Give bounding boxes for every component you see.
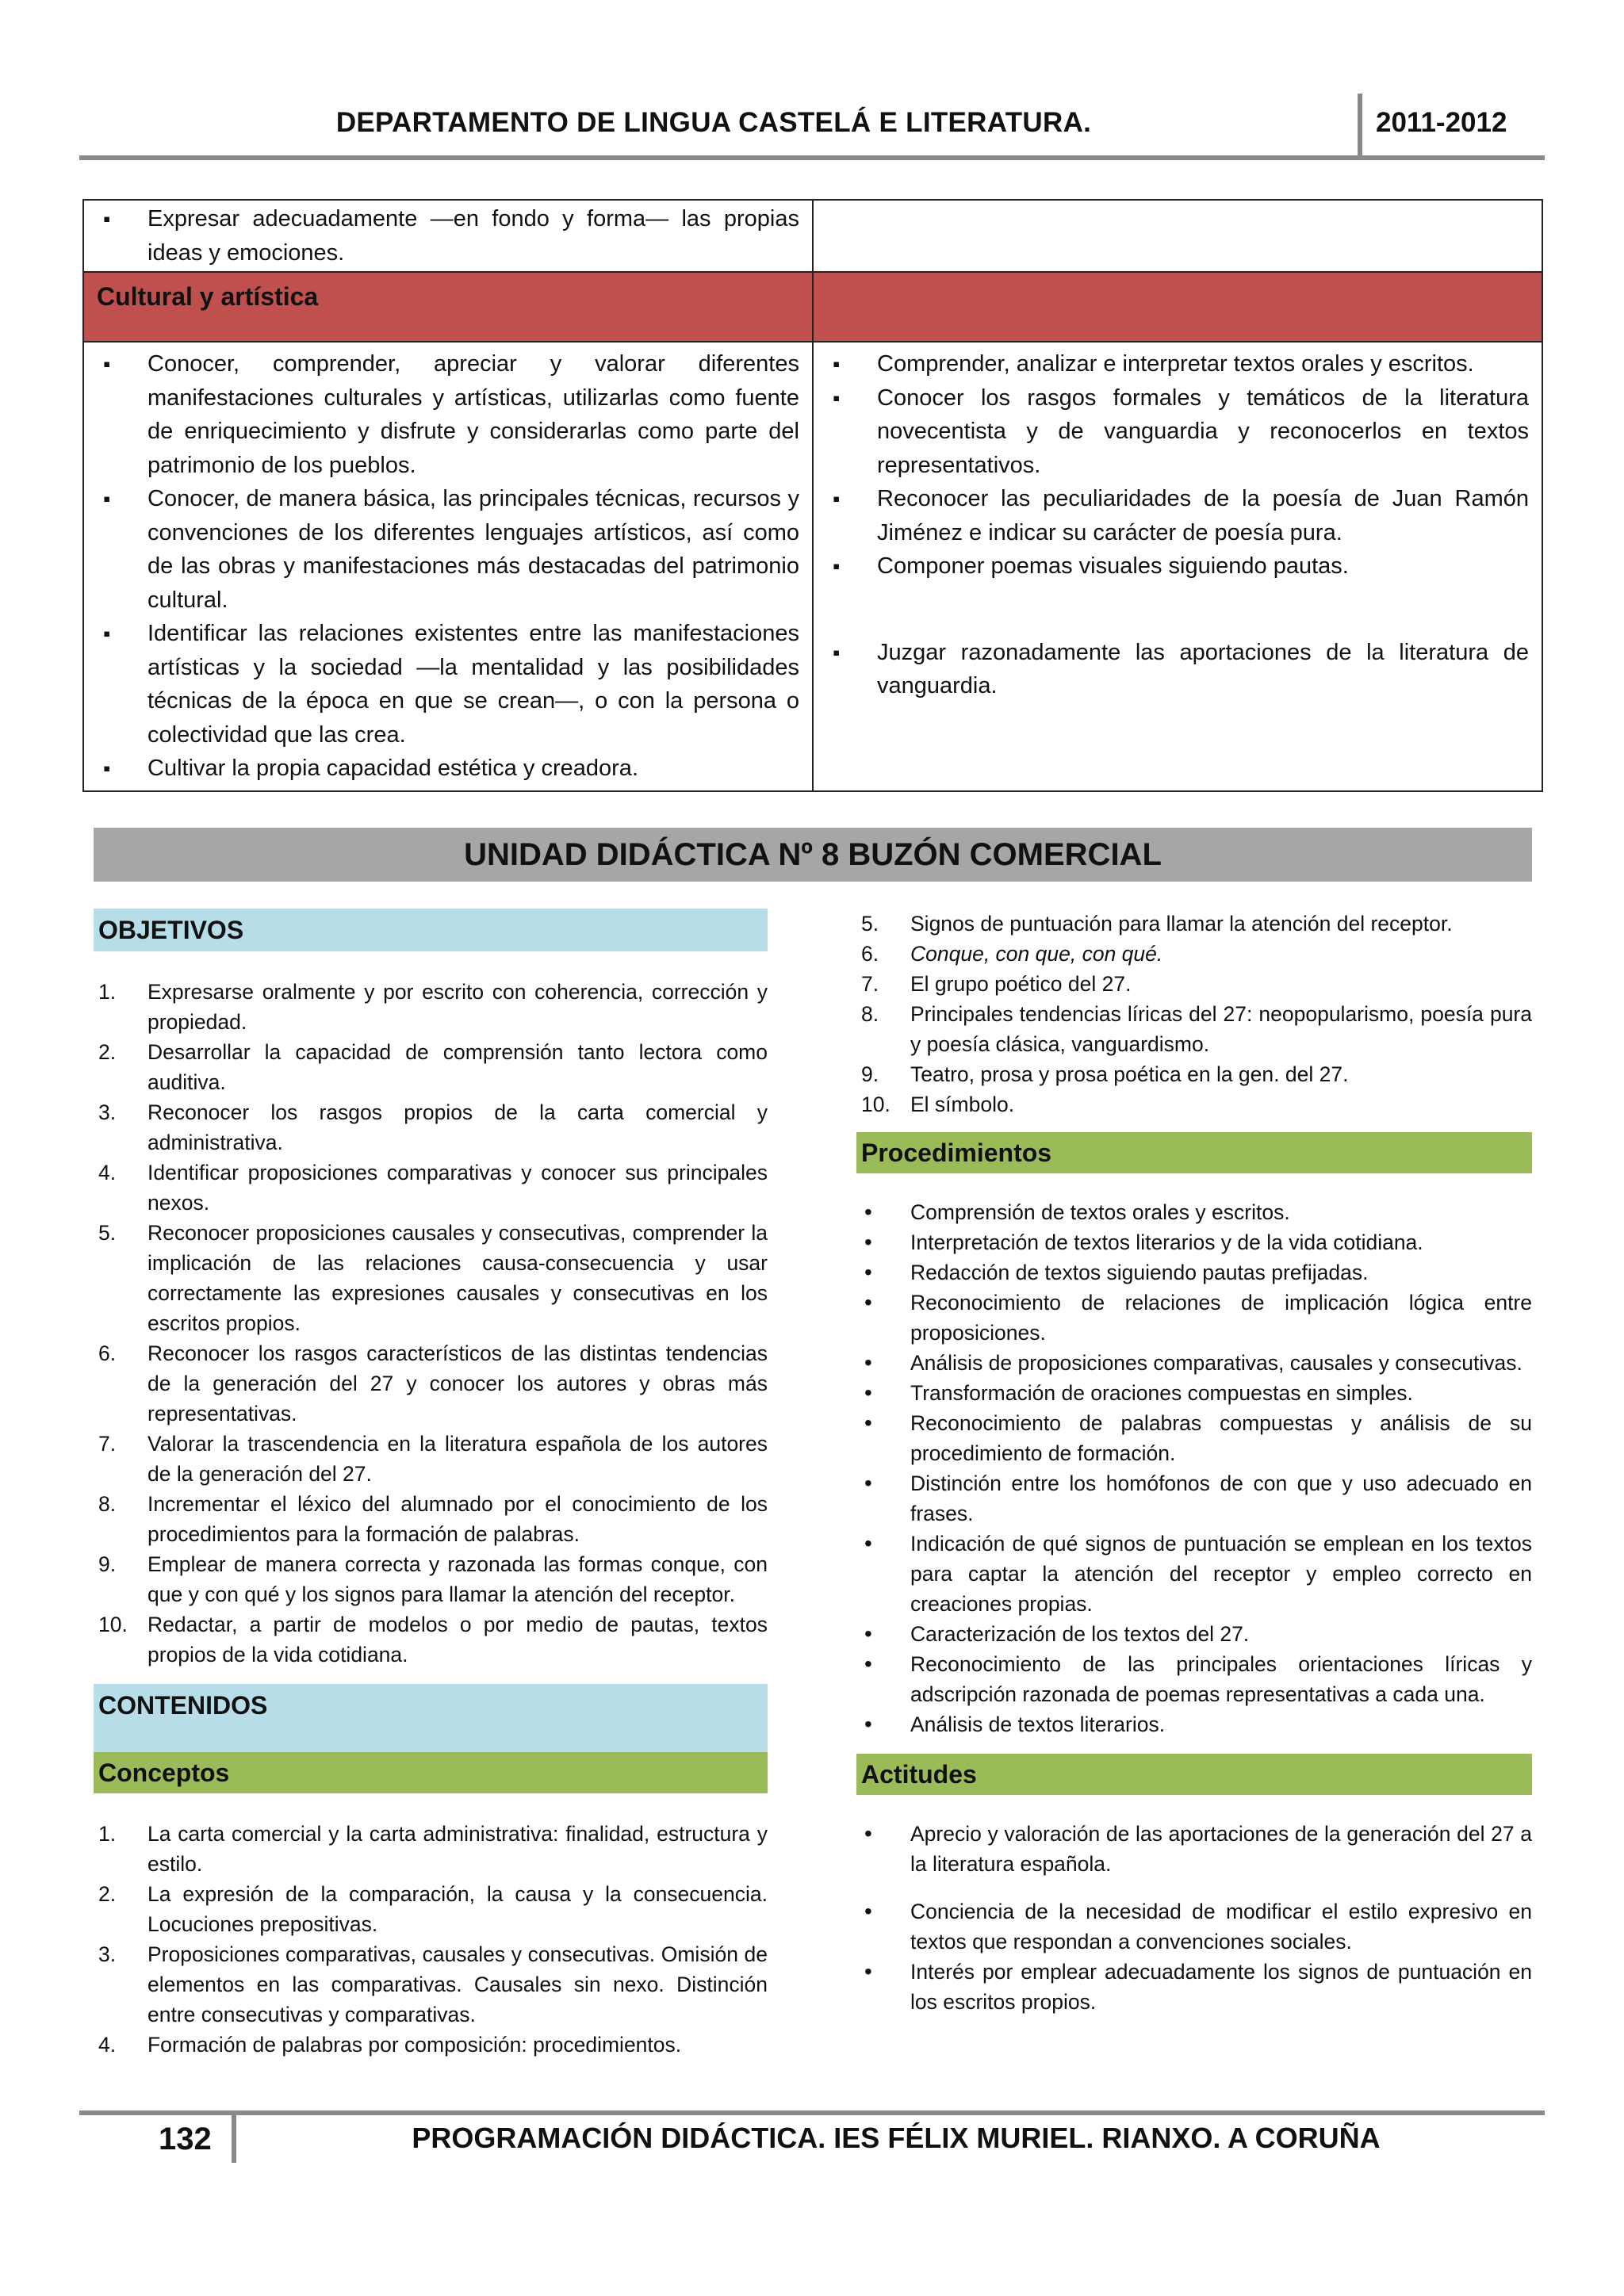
page-number: 132 bbox=[159, 2122, 212, 2156]
header-divider bbox=[1358, 94, 1362, 157]
list-item: 3. Proposiciones comparativas, causales y consecutivas. Omisión de elementos en las comparativas. Causales sin nexo. Distinción entre consecutivas y comparativas. bbox=[98, 1942, 768, 2026]
list-item: 9. Emplear de manera correcta y razonada las formas conque, con que y con qué y los signos para llamar la atención del receptor. bbox=[98, 1552, 768, 1606]
list-item: • Reconocimiento de las principales orientaciones líricas y adscripción razonada de poemas representativas a cada una. bbox=[856, 1649, 1532, 1709]
list-item: ▪ Conocer, de manera básica, las principales técnicas, recursos y convenciones de los diferentes lenguajes artísticos, así como de las obras y manifestaciones más destacadas del patrimonio cultural. bbox=[97, 482, 799, 617]
conceptos-heading: Conceptos bbox=[94, 1752, 768, 1793]
list-item: 7. Valorar la trascendencia en la literatura española de los autores de la generación del 27. bbox=[98, 1432, 768, 1486]
footer-rule bbox=[79, 2110, 1545, 2115]
right-column bbox=[856, 909, 1532, 2017]
procedimientos-heading: Procedimientos bbox=[856, 1132, 1532, 1173]
table-cell-left bbox=[83, 200, 813, 272]
list-item: ▪ Juzgar razonadamente las aportaciones de la literatura de vanguardia. bbox=[826, 636, 1529, 703]
list-item: 10. El símbolo. bbox=[861, 1093, 1015, 1116]
conceptos-list-right bbox=[856, 909, 1532, 1119]
list-item: 5. Signos de puntuación para llamar la atención del receptor. bbox=[861, 912, 1453, 936]
list-item: • Indicación de qué signos de puntuación se emplean en los textos para captar la atención del receptor y empleo correcto en creaciones propias. bbox=[856, 1529, 1532, 1619]
list-item: ▪ Reconocer las peculiaridades de la poesía de Juan Ramón Jiménez e indicar su carácter de poesía pura. bbox=[826, 482, 1529, 549]
table-cell-left bbox=[83, 342, 813, 791]
list-item: ▪ Cultivar la propia capacidad estética y creadora. bbox=[97, 752, 799, 786]
list-item: 10. Redactar, a partir de modelos o por medio de pautas, textos propios de la vida cotidiana. bbox=[98, 1613, 768, 1667]
list-item: 2. La expresión de la comparación, la causa y la consecuencia. Locuciones prepositivas. bbox=[98, 1882, 768, 1936]
competences-table bbox=[82, 199, 1543, 792]
band-cell-right bbox=[813, 272, 1542, 342]
list-item: ▪ Expresar adecuadamente —en fondo y forma— las propias ideas y emociones. bbox=[97, 202, 799, 270]
conceptos-list-left bbox=[94, 1819, 768, 2060]
table-row bbox=[83, 342, 1542, 791]
contenidos-heading: CONTENIDOS bbox=[94, 1684, 768, 1752]
list-item: 7. El grupo poético del 27. bbox=[861, 972, 1132, 996]
list-item: 9. Teatro, prosa y prosa poética en la gen. del 27. bbox=[861, 1062, 1349, 1086]
list-item: 2. Desarrollar la capacidad de comprensión tanto lectora como auditiva. bbox=[98, 1040, 768, 1094]
procedimientos-list bbox=[856, 1197, 1532, 1739]
list-item: ▪ Comprender, analizar e interpretar textos orales y escritos. bbox=[826, 347, 1529, 381]
list-item: • Transformación de oraciones compuestas en simples. bbox=[856, 1378, 1532, 1408]
band-cell-left bbox=[83, 272, 813, 342]
spacer bbox=[814, 588, 1542, 636]
list-item: • Distinción entre los homófonos de con que y uso adecuado en frases. bbox=[856, 1468, 1532, 1529]
list-item: ▪ Conocer, comprender, apreciar y valorar diferentes manifestaciones culturales y artísticas, utilizarlas como fuente de enriquecimiento y disfrute y considerarlas como parte del patrimonio de los pueblos. bbox=[97, 347, 799, 482]
footer-text: PROGRAMACIÓN DIDÁCTICA. IES FÉLIX MURIEL. RIANXO. A CORUÑA bbox=[412, 2122, 1381, 2154]
list-item: • Comprensión de textos orales y escritos. bbox=[856, 1197, 1532, 1227]
list-item: 4. Identificar proposiciones comparativas y conocer sus principales nexos. bbox=[98, 1161, 768, 1215]
list-item: 8. Principales tendencias líricas del 27: neopopularismo, poesía pura y poesía clásica, vanguardismo. bbox=[861, 1002, 1532, 1056]
list-item: • Redacción de textos siguiendo pautas prefijadas. bbox=[856, 1257, 1532, 1288]
header-rule bbox=[79, 155, 1545, 160]
list-item: • Reconocimiento de palabras compuestas y análisis de su procedimiento de formación. bbox=[856, 1408, 1532, 1468]
objetivos-list bbox=[94, 977, 768, 1670]
actitudes-list bbox=[856, 1819, 1532, 2017]
list-item: • Caracterización de los textos del 27. bbox=[856, 1619, 1532, 1649]
objetivos-heading: OBJETIVOS bbox=[94, 909, 768, 951]
left-column bbox=[94, 909, 768, 2060]
list-item: 6. Reconocer los rasgos característicos de las distintas tendencias de la generación del 27 y conocer los autores y obras más representativas. bbox=[98, 1341, 768, 1425]
list-item: 5. Reconocer proposiciones causales y consecutivas, comprender la implicación de las relaciones causa-consecuencia y usar correctamente las expresiones causales y consecutivas en los escritos propios. bbox=[98, 1221, 768, 1335]
footer-divider bbox=[232, 2115, 236, 2163]
list-item: 6. Conque, con que, con qué. bbox=[861, 942, 1163, 966]
list-item: 3. Reconocer los rasgos propios de la carta comercial y administrativa. bbox=[98, 1100, 768, 1154]
list-item: ▪ Conocer los rasgos formales y temáticos de la literatura novecentista y de vanguardia y reconocerlos en textos representativos. bbox=[826, 381, 1529, 483]
list-item: 1. La carta comercial y la carta administrativa: finalidad, estructura y estilo. bbox=[98, 1822, 768, 1876]
table-row bbox=[83, 200, 1542, 272]
band-label: Cultural y artística bbox=[97, 282, 319, 311]
list-item: ▪ Componer poemas visuales siguiendo pautas. bbox=[826, 549, 1529, 584]
list-item: • Conciencia de la necesidad de modificar el estilo expresivo en textos que respondan a convenciones sociales. bbox=[856, 1896, 1532, 1957]
school-year: 2011-2012 bbox=[1376, 107, 1507, 138]
list-item: ▪ Identificar las relaciones existentes entre las manifestaciones artísticas y la sociedad —la mentalidad y las posibilidades técnicas de la época en que se crean—, o con la persona o colectividad que las crea. bbox=[97, 617, 799, 752]
list-item: • Aprecio y valoración de las aportaciones de la generación del 27 a la literatura española. bbox=[856, 1819, 1532, 1879]
list-item: 4. Formación de palabras por composición: procedimientos. bbox=[98, 2033, 682, 2057]
table-cell-right bbox=[813, 342, 1542, 791]
list-item: • Interpretación de textos literarios y de la vida cotidiana. bbox=[856, 1227, 1532, 1257]
table-band-row bbox=[83, 272, 1542, 342]
department-title: DEPARTAMENTO DE LINGUA CASTELÁ E LITERATURA. bbox=[335, 107, 1092, 138]
list-item: • Análisis de proposiciones comparativas, causales y consecutivas. bbox=[856, 1348, 1532, 1378]
list-item: • Reconocimiento de relaciones de implicación lógica entre proposiciones. bbox=[856, 1288, 1532, 1348]
list-item: • Análisis de textos literarios. bbox=[856, 1709, 1532, 1739]
actitudes-heading: Actitudes bbox=[856, 1754, 1532, 1795]
unit-title: UNIDAD DIDÁCTICA Nº 8 BUZÓN COMERCIAL bbox=[94, 828, 1532, 882]
list-item: 1. Expresarse oralmente y por escrito con coherencia, corrección y propiedad. bbox=[98, 980, 768, 1034]
table-cell-right bbox=[813, 200, 1542, 272]
list-item: • Interés por emplear adecuadamente los signos de puntuación en los escritos propios. bbox=[856, 1957, 1532, 2017]
list-item: 8. Incrementar el léxico del alumnado por el conocimiento de los procedimientos para la formación de palabras. bbox=[98, 1492, 768, 1546]
